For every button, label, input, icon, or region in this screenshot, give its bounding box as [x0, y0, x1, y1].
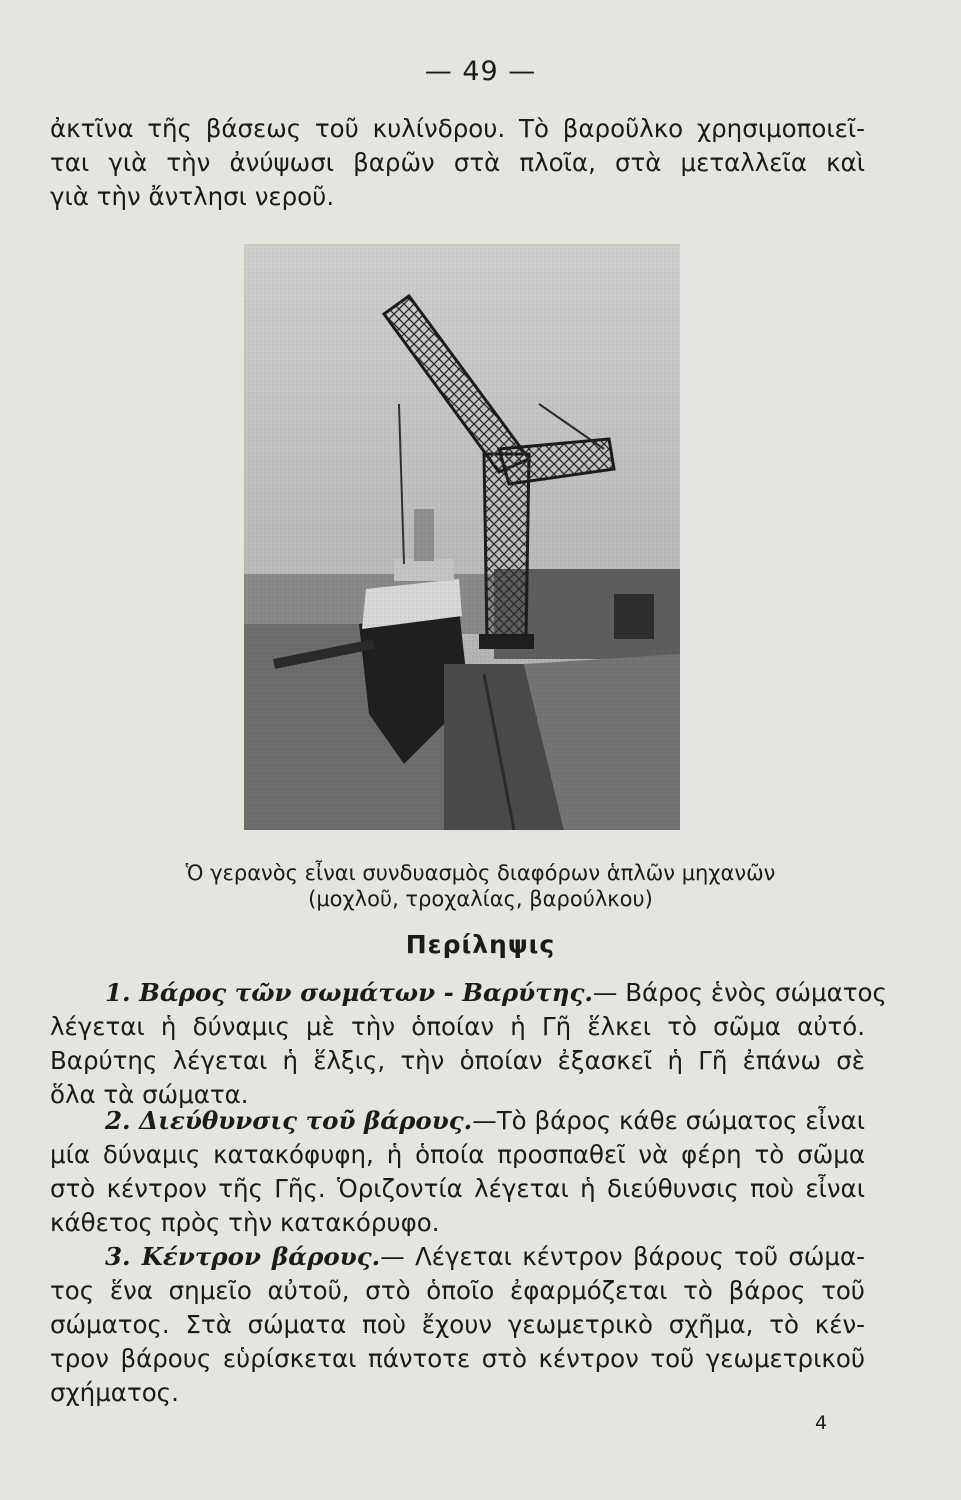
figure-caption-line: (μοχλοῦ, τροχαλίας, βαρούλκου)	[308, 887, 653, 911]
section-line: λέγεται ἡ δύναμις μὲ τὴν ὁποίαν ἡ Γῆ ἕλκει τὸ σῶμα αὐτό.	[50, 1012, 865, 1041]
section-text: —Τὸ βάρος κάθε σώματος εἶναι	[472, 1106, 865, 1135]
section-first-line	[50, 1240, 865, 1274]
section-line: ὅλα τὰ σώματα.	[50, 1080, 249, 1109]
crane-photo	[244, 244, 680, 830]
section-first-line	[50, 1104, 865, 1138]
section-line: στὸ κέντρον τῆς Γῆς. Ὁριζοντία λέγεται ἡ διεύθυνσις ποὺ εἶναι	[50, 1174, 865, 1203]
section-text: — Λέγεται κέντρον βάρους τοῦ σώμα-	[380, 1242, 866, 1271]
intro-line: ται γιὰ τὴν ἀνύψωσι βαρῶν στὰ πλοῖα, στὰ μεταλλεῖα καὶ	[50, 148, 865, 177]
intro-line: ἀκτῖνα τῆς βάσεως τοῦ κυλίνδρου. Τὸ βαροῦλκο χρησιμοποιεῖ-	[50, 114, 865, 143]
summary-section-2	[50, 1104, 865, 1240]
section-line: σώματος. Στὰ σώματα ποὺ ἔχουν γεωμετρικὸ σχῆμα, τὸ κέν-	[50, 1310, 865, 1339]
section-line: κάθετος πρὸς τὴν κατακόρυφο.	[50, 1208, 440, 1237]
summary-section-3	[50, 1240, 865, 1410]
section-line: τος ἕνα σημεῖο αὐτοῦ, στὸ ὁποῖο ἐφαρμόζεται τὸ βάρος τοῦ	[50, 1276, 865, 1305]
section-line: τρον βάρους εὑρίσκεται πάντοτε στὸ κέντρον τοῦ γεωμετρικοῦ	[50, 1344, 865, 1373]
figure-caption-line: Ὁ γερανὸς εἶναι συνδυασμὸς διαφόρων ἁπλῶν μηχανῶν	[185, 861, 776, 885]
intro-paragraph	[50, 112, 865, 214]
section-text: — Βάρος ἑνὸς σώματος	[592, 978, 887, 1007]
section-term: 3. Κέντρον βάρους.	[105, 1242, 381, 1271]
summary-section-1	[50, 976, 887, 1112]
intro-line: γιὰ τὴν ἄντλησι νεροῦ.	[50, 182, 335, 211]
section-line: σχήματος.	[50, 1378, 179, 1407]
section-term: 1. Βάρος τῶν σωμάτων - Βαρύτης.	[105, 978, 593, 1007]
signature-mark: 4	[815, 1412, 828, 1434]
section-term: 2. Διεύθυνσις τοῦ βάρους.	[105, 1106, 473, 1135]
section-first-line	[50, 976, 887, 1010]
section-line: Βαρύτης λέγεται ἡ ἕλξις, τὴν ὁποίαν ἐξασκεῖ ἡ Γῆ ἐπάνω σὲ	[50, 1046, 865, 1075]
section-line: μία δύναμις κατακόφυφη, ἡ ὁποία προσπαθεῖ νὰ φέρη τὸ σῶμα	[50, 1140, 865, 1169]
summary-heading: Περίληψις	[405, 930, 556, 959]
page-number: — 49 —	[424, 56, 537, 87]
